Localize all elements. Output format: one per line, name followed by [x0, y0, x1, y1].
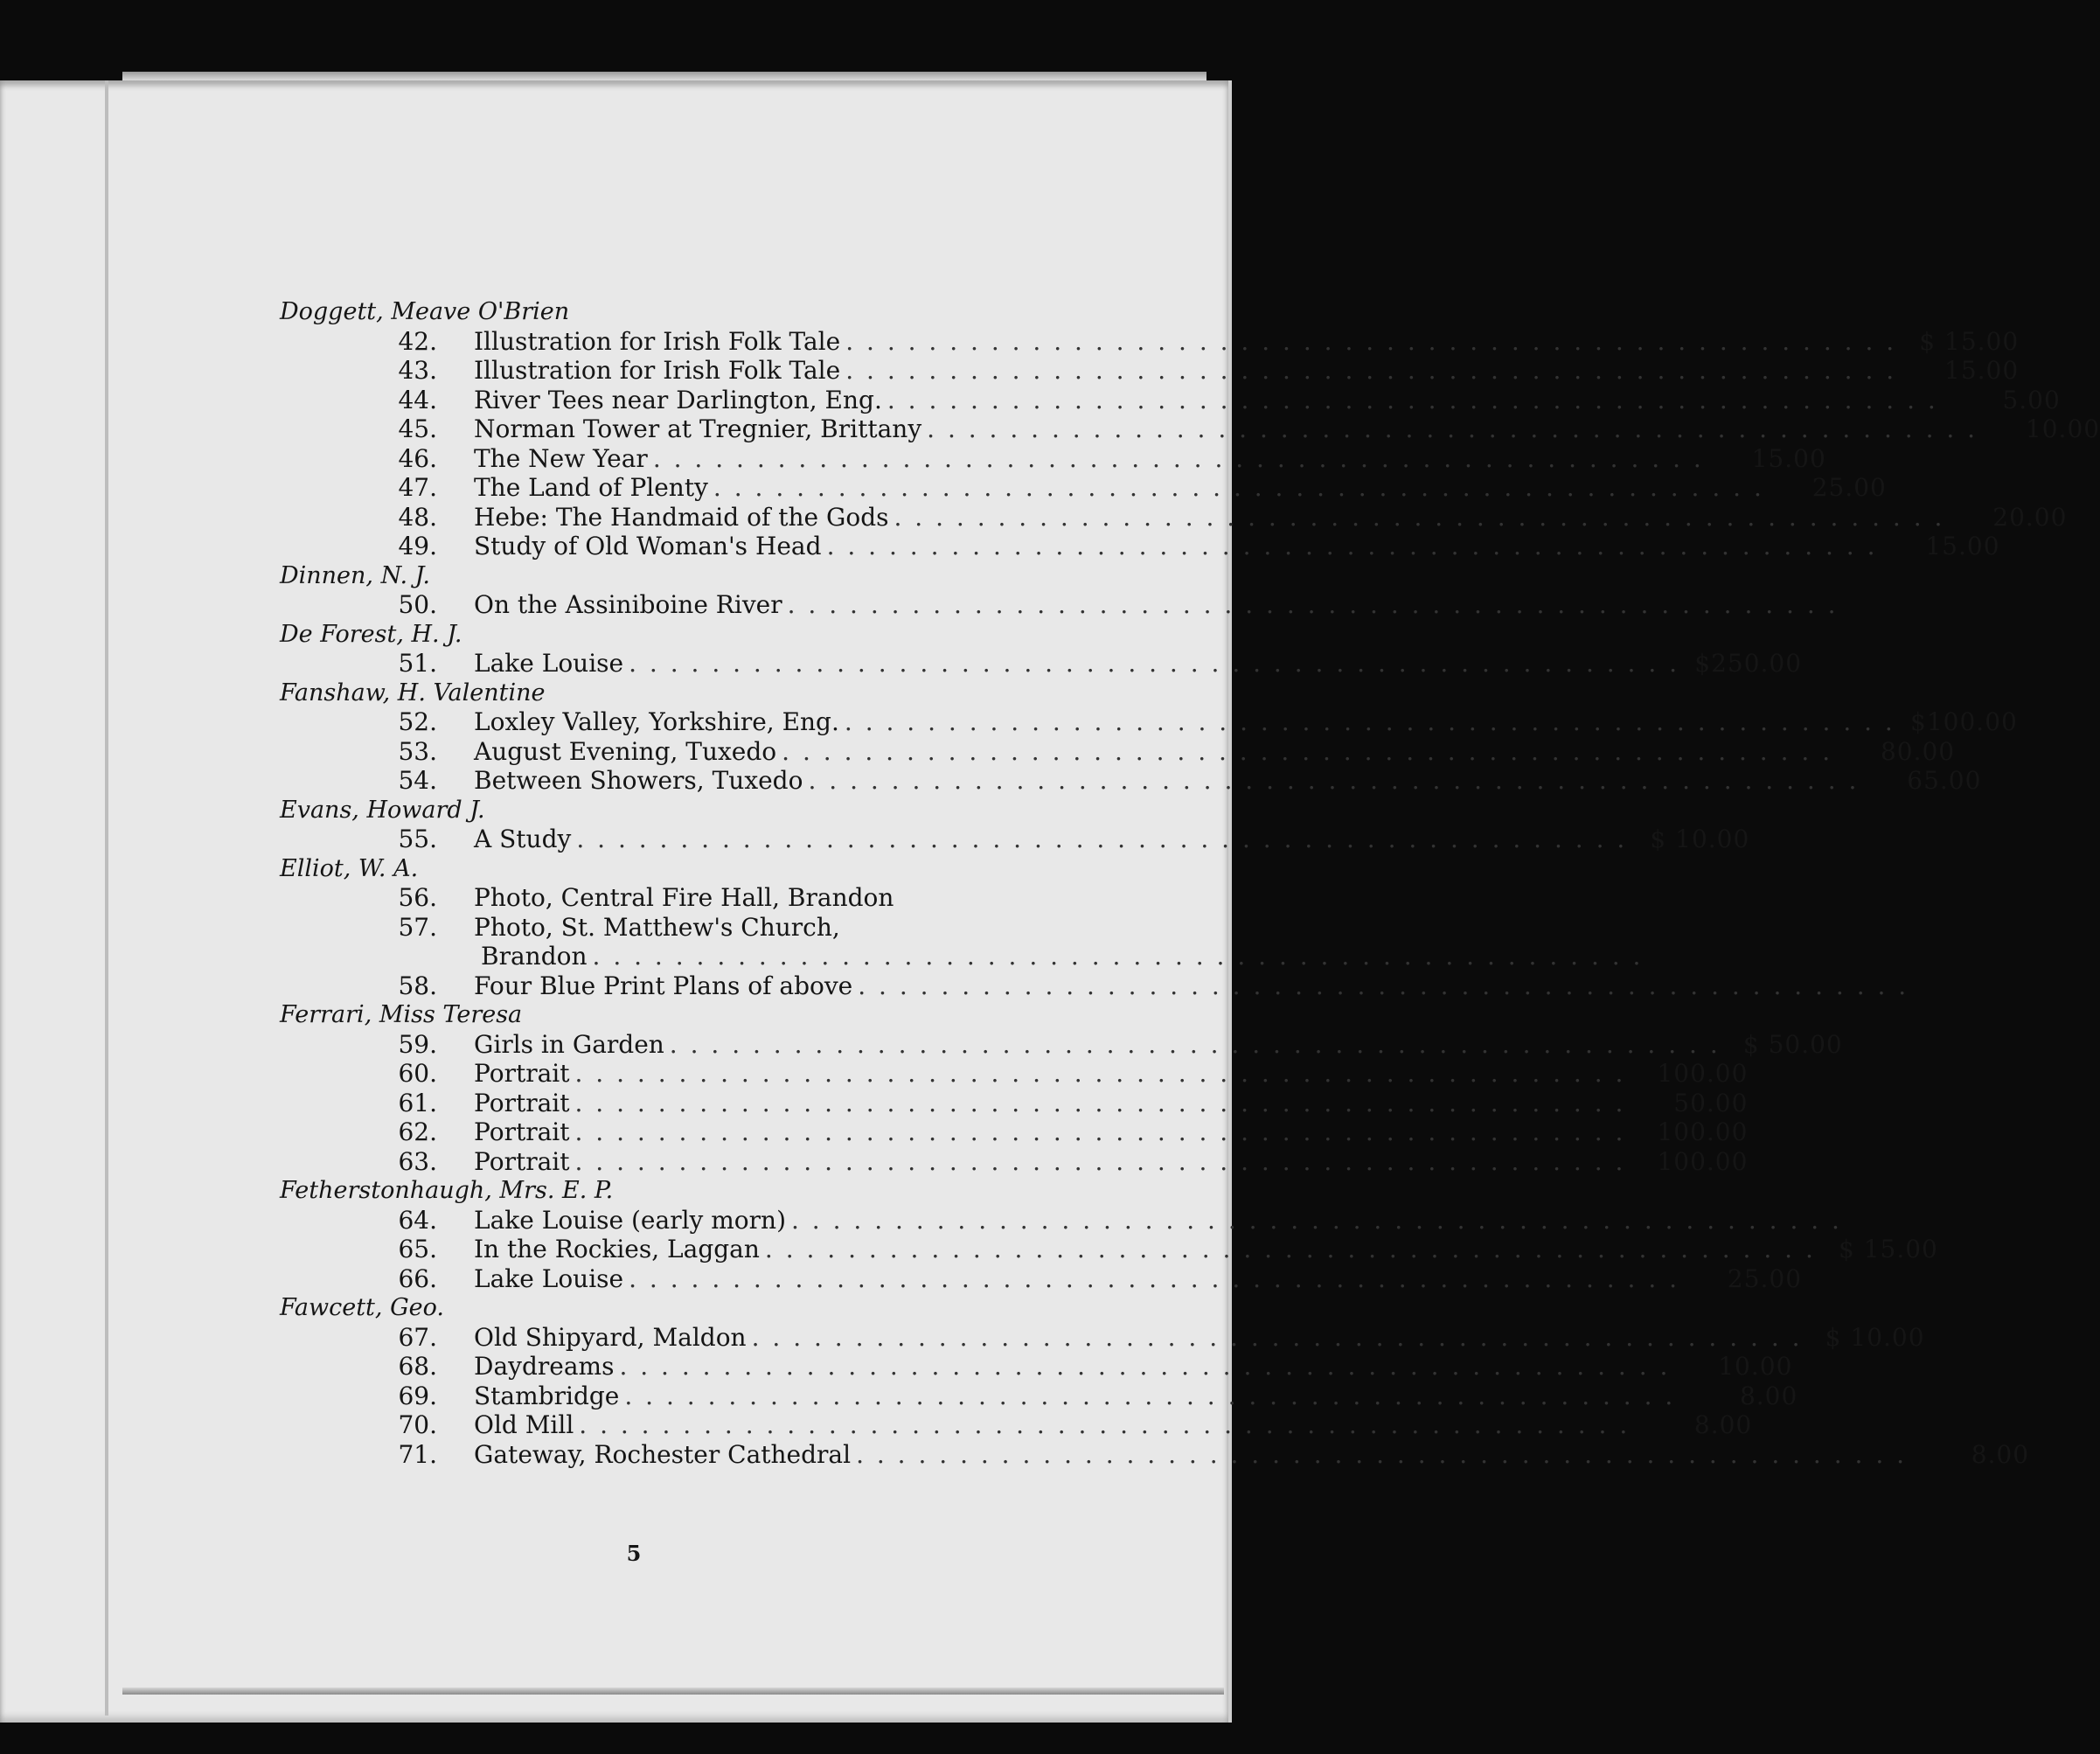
entry-number: 61.: [398, 1088, 437, 1117]
catalog-entry: [280, 1263, 1803, 1294]
artist-name: Fanshaw, H. Valentine: [280, 679, 546, 706]
page-number: 5: [626, 1541, 642, 1566]
entry-price: 10.00: [1718, 1352, 1793, 1381]
artist-name: Fetherstonhaugh, Mrs. E. P.: [280, 1177, 614, 1204]
entry-title: August Evening, Tuxedo: [474, 736, 777, 766]
catalog-entry: [280, 1088, 1749, 1118]
catalog-entry: [280, 1410, 1753, 1440]
entry-title: Lake Louise (early morn): [474, 1205, 786, 1235]
entry-title-box: [474, 971, 1909, 1001]
entry-title-box: [474, 1323, 1803, 1353]
entry-number: 54.: [398, 766, 437, 795]
dot-leader: . . . . . . . . . . . . . . . . . . . . . . . . . . . . . . . . . . . . . . . . . . . . . . . . . . .: [574, 1088, 1626, 1117]
dot-leader: . . . . . . . . . . . . . . . . . . . . . . . . . . . . . . . . . . . . . . . . . . . . . . . . . . .: [844, 707, 1895, 736]
dot-leader: . . . . . . . . . . . . . . . . . . . . . . . . . . . . . . . . . . . . . . . . . . . . . . . . . . .: [592, 942, 1644, 971]
entry-price: 25.00: [1811, 473, 1887, 502]
dot-leader: . . . . . . . . . . . . . . . . . . . . . . . . . . . . . . . . . . . . . . . . . . . . . . . . . . .: [856, 1439, 1908, 1469]
catalog-entry: [280, 971, 1909, 1001]
entry-price: 100.00: [1657, 1146, 1749, 1176]
entry-title-box: [474, 649, 1679, 679]
entry-title: Loxley Valley, Yorkshire, Eng.: [474, 707, 839, 736]
entry-number: 42.: [398, 326, 437, 356]
entry-price: 10.00: [2025, 414, 2100, 443]
catalog-entry: [280, 1117, 1749, 1147]
entry-number: 52.: [398, 707, 437, 736]
entry-number: 47.: [398, 473, 437, 502]
entry-price: 25.00: [1727, 1263, 1803, 1293]
entry-title: Portrait: [474, 1088, 570, 1117]
catalog-entry: [280, 766, 1982, 796]
entry-number: 50.: [398, 590, 437, 619]
entry-price: 15.00: [1944, 356, 2020, 385]
entry-number: 57.: [398, 912, 437, 942]
catalog-entry: [280, 1322, 1925, 1353]
dot-leader: . . . . . . . . . . . . . . . . . . . . . . . . . . . . . . . . . . . . . . . . . . . . . . . . . . .: [576, 825, 1628, 853]
entry-title: Portrait: [474, 1059, 570, 1088]
entry-number: 62.: [398, 1117, 437, 1146]
entry-price: 20.00: [1992, 502, 2068, 532]
entry-price: 8.00: [1693, 1410, 1753, 1439]
entry-title-box: [474, 737, 1832, 767]
dot-leader: . . . . . . . . . . . . . . . . . . . . . . . . . . . . . . . . . . . . . . . . . . . . . . . . . . .: [652, 443, 1704, 473]
entry-price: $ 15.00: [1838, 1235, 1938, 1263]
catalog-entry: [280, 707, 2018, 737]
dot-leader: . . . . . . . . . . . . . . . . . . . . . . . . . . . . . . . . . . . . . . . . . . . . . . . . . . .: [629, 1263, 1680, 1293]
entry-title-box: [474, 444, 1704, 474]
dot-leader: . . . . . . . . . . . . . . . . . . . . . . . . . . . . . . . . . . . . . . . . . . . . . . . . . . .: [764, 1235, 1816, 1263]
dot-leader: . . . . . . . . . . . . . . . . . . . . . . . . . . . . . . . . . . . . . . . . . . . . . . . . . . .: [713, 473, 1764, 502]
entry-price: 80.00: [1880, 736, 1956, 766]
entry-price: $ 15.00: [1919, 326, 2020, 356]
entry-title: Photo, St. Matthew's Church,: [474, 912, 840, 942]
catalog-entry: [280, 1381, 1798, 1411]
entry-title-box: [474, 1089, 1625, 1118]
dot-leader: . . . . . . . . . . . . . . . . . . . . . . . . . . . . . . . . . . . . . . . . . . . . . . . . . . .: [927, 414, 1978, 443]
entry-number: 51.: [398, 649, 437, 678]
entry-title-box: [474, 356, 1896, 386]
entry-number: 67.: [398, 1322, 437, 1352]
entry-title-box: [474, 1440, 1907, 1470]
dot-leader: . . . . . . . . . . . . . . . . . . . . . . . . . . . . . . . . . . . . . . . . . . . . . . . . . . .: [845, 356, 1897, 385]
entry-price: 8.00: [1739, 1381, 1798, 1410]
entry-title: Illustration for Irish Folk Tale: [474, 326, 841, 356]
dot-leader: . . . . . . . . . . . . . . . . . . . . . . . . . . . . . . . . . . . . . . . . . . . . . . . . . . .: [579, 1410, 1631, 1439]
entry-price: 5.00: [2002, 385, 2061, 414]
entry-title: Four Blue Print Plans of above: [474, 971, 853, 1000]
catalog-entry: [280, 532, 2000, 561]
entry-title-box: [474, 913, 883, 943]
entry-price: 15.00: [1925, 532, 2000, 560]
dot-leader: . . . . . . . . . . . . . . . . . . . . . . . . . . . . . . . . . . . . . . . . . . . . . . . . . . .: [858, 971, 1909, 1000]
entry-title: Gateway, Rochester Cathedral: [474, 1439, 852, 1469]
entry-title: Lake Louise: [474, 1263, 624, 1293]
entry-price: 100.00: [1657, 1117, 1749, 1146]
entry-title-box: [474, 386, 1938, 415]
artist-name: Ferrari, Miss Teresa: [280, 1001, 523, 1028]
entry-title: On the Assiniboine River: [474, 590, 782, 619]
entry-title-box: [481, 942, 1643, 971]
entry-title-box: [474, 825, 1627, 854]
entry-title: Old Mill: [474, 1410, 574, 1439]
entry-title: A Study: [474, 825, 572, 853]
catalog-entry: [280, 1352, 1793, 1382]
entry-price: 15.00: [1751, 443, 1826, 473]
entry-number: 44.: [398, 385, 437, 414]
dot-leader: . . . . . . . . . . . . . . . . . . . . . . . . . . . . . . . . . . . . . . . . . . . . . . . . . . .: [669, 1029, 1721, 1059]
entry-price: $100.00: [1910, 707, 2018, 736]
entry-title-box: [474, 327, 1896, 357]
dot-leader: . . . . . . . . . . . . . . . . . . . . . . . . . . . . . . . . . . . . . . . . . . . . . . . . . . .: [574, 1117, 1626, 1146]
entry-price: 50.00: [1673, 1088, 1749, 1117]
entry-title: Between Showers, Tuxedo: [474, 766, 803, 795]
catalog-entry: [280, 502, 2068, 532]
catalog-entry: [280, 883, 1005, 913]
catalog-entry-continuation: [280, 942, 1644, 971]
artist-name: Evans, Howard J.: [280, 796, 485, 824]
entry-title: Stambridge: [474, 1381, 620, 1410]
entry-title: Hebe: The Handmaid of the Gods: [474, 502, 889, 532]
entry-title: Norman Tower at Tregnier, Brittany: [474, 414, 922, 443]
entry-title-box: [474, 414, 1978, 444]
catalog-entry: [280, 326, 2020, 357]
entry-title: Photo, Central Fire Hall, Brandon: [474, 883, 894, 912]
entry-title: Portrait: [474, 1146, 570, 1176]
dot-leader: . . . . . . . . . . . . . . . . . . . . . . . . . . . . . . . . . . . . . . . . . . . . . . . . . . .: [782, 736, 1833, 766]
dot-leader: . . . . . . . . . . . . . . . . . . . . . . . . . . . . . . . . . . . . . . . . . . . . . . . . . . .: [751, 1322, 1803, 1352]
artist-name: Elliot, W. A.: [280, 854, 419, 882]
entry-number: 45.: [398, 414, 437, 443]
page-top-edge: [122, 72, 1206, 80]
entry-number: 69.: [398, 1381, 437, 1410]
entry-number: 63.: [398, 1146, 437, 1176]
entry-title: Portrait: [474, 1117, 570, 1146]
entry-number: 68.: [398, 1352, 437, 1381]
entry-number: 66.: [398, 1263, 437, 1293]
catalog-entry: [280, 913, 1005, 943]
artist-name: Fawcett, Geo.: [280, 1294, 444, 1321]
dot-leader: . . . . . . . . . . . . . . . . . . . . . . . . . . . . . . . . . . . . . . . . . . . . . . . . . . .: [887, 385, 1938, 414]
entry-number: 49.: [398, 532, 437, 560]
entry-number: 46.: [398, 443, 437, 473]
dot-leader: . . . . . . . . . . . . . . . . . . . . . . . . . . . . . . . . . . . . . . . . . . . . . . . . . . .: [629, 649, 1680, 678]
dot-leader: . . . . . . . . . . . . . . . . . . . . . . . . . . . . . . . . . . . . . . . . . . . . . . . . . . .: [808, 766, 1860, 795]
entry-title-box: [474, 590, 1839, 620]
entry-price: 100.00: [1657, 1059, 1749, 1088]
entry-title-box: [474, 1235, 1816, 1264]
entry-title-box: [474, 1206, 1842, 1235]
entry-title: Study of Old Woman's Head: [474, 532, 822, 560]
entry-number: 53.: [398, 736, 437, 766]
entry-price: $250.00: [1694, 649, 1803, 678]
entry-title-continuation: Brandon: [481, 942, 588, 971]
entry-title: Girls in Garden: [474, 1029, 664, 1059]
entry-title-box: [474, 1147, 1625, 1177]
catalog-entry: [280, 414, 2100, 444]
dot-leader: . . . . . . . . . . . . . . . . . . . . . . . . . . . . . . . . . . . . . . . . . . . . . . . . . . .: [574, 1059, 1626, 1088]
entry-number: 64.: [398, 1205, 437, 1235]
catalog-entry: [280, 356, 2020, 386]
page-binding-fold: [105, 80, 108, 1716]
dot-leader: . . . . . . . . . . . . . . . . . . . . . . . . . . . . . . . . . . . . . . . . . . . . . . . . . . .: [826, 532, 1878, 560]
entry-price: $ 10.00: [1825, 1322, 1925, 1352]
dot-leader: . . . . . . . . . . . . . . . . . . . . . . . . . . . . . . . . . . . . . . . . . . . . . . . . . . .: [894, 502, 1945, 532]
entry-title: Daydreams: [474, 1352, 615, 1381]
catalog-entry: [280, 825, 1750, 854]
entry-title-box: [474, 503, 1944, 532]
entry-title: The Land of Plenty: [474, 473, 708, 502]
catalog-entry: [280, 1235, 1938, 1264]
entry-title-box: [474, 766, 1859, 796]
entry-price: $ 50.00: [1742, 1029, 1843, 1059]
entry-number: 71.: [398, 1439, 437, 1469]
dot-leader: . . . . . . . . . . . . . . . . . . . . . . . . . . . . . . . . . . . . . . . . . . . . . . . . . . .: [845, 326, 1897, 356]
entry-title: Lake Louise: [474, 649, 624, 678]
entry-title-box: [474, 1264, 1679, 1294]
entry-title: Old Shipyard, Maldon: [474, 1322, 747, 1352]
entry-number: 56.: [398, 883, 437, 912]
entry-number: 43.: [398, 356, 437, 385]
entry-number: 59.: [398, 1029, 437, 1059]
entry-title-box: [474, 883, 894, 913]
entry-title-box: [474, 1352, 1670, 1382]
catalog-entry: [280, 1205, 1842, 1235]
catalog-listing: [280, 297, 2100, 1469]
entry-title-box: [474, 1030, 1721, 1060]
dot-leader: . . . . . . . . . . . . . . . . . . . . . . . . . . . . . . . . . . . . . . . . . . . . . . . . . . .: [624, 1381, 1676, 1410]
entry-title-box: [474, 1382, 1675, 1411]
entry-title-box: [474, 532, 1878, 561]
dot-leader: . . . . . . . . . . . . . . . . . . . . . . . . . . . . . . . . . . . . . . . . . . . . . . . . . . .: [619, 1352, 1671, 1381]
entry-title-box: [474, 473, 1764, 503]
entry-number: 70.: [398, 1410, 437, 1439]
entry-title: River Tees near Darlington, Eng.: [474, 385, 882, 414]
catalog-entry: [280, 736, 1956, 767]
catalog-entry: [280, 443, 1826, 474]
entry-number: 48.: [398, 502, 437, 532]
catalog-entry: [280, 1059, 1749, 1089]
entry-title: The New Year: [474, 443, 648, 473]
catalog-entry: [280, 590, 1839, 620]
entry-number: 55.: [398, 825, 437, 853]
entry-price: 8.00: [1971, 1439, 2030, 1469]
dot-leader: . . . . . . . . . . . . . . . . . . . . . . . . . . . . . . . . . . . . . . . . . . . . . . . . . . .: [574, 1146, 1626, 1176]
artist-name: Doggett, Meave O'Brien: [280, 298, 570, 325]
catalog-entry: [280, 473, 1887, 503]
entry-title-box: [474, 1059, 1625, 1089]
entry-title: Illustration for Irish Folk Tale: [474, 356, 841, 385]
artist-name: Dinnen, N. J.: [280, 561, 430, 589]
entry-title-box: [474, 1117, 1625, 1147]
catalog-entry: [280, 1146, 1749, 1177]
page-bottom-edge: [122, 1688, 1224, 1695]
catalog-entry: [280, 649, 1803, 679]
entry-number: 60.: [398, 1059, 437, 1088]
entry-number: 65.: [398, 1235, 437, 1263]
entry-title-box: [474, 1410, 1630, 1440]
entry-price: $ 10.00: [1650, 825, 1750, 853]
entry-title-box: [474, 707, 1895, 737]
catalog-entry: [280, 385, 2061, 415]
artist-name: De Forest, H. J.: [280, 620, 462, 648]
dot-leader: . . . . . . . . . . . . . . . . . . . . . . . . . . . . . . . . . . . . . . . . . . . . . . . . . . .: [787, 590, 1839, 619]
catalog-entry: [280, 1439, 2030, 1470]
dot-leader: . . . . . . . . . . . . . . . . . . . . . . . . . . . . . . . . . . . . . . . . . . . . . . . . . . .: [791, 1205, 1842, 1235]
entry-price: 65.00: [1907, 766, 1982, 795]
entry-title: In the Rockies, Laggan: [474, 1235, 760, 1263]
catalog-entry: [280, 1029, 1843, 1060]
entry-number: 58.: [398, 971, 437, 1000]
